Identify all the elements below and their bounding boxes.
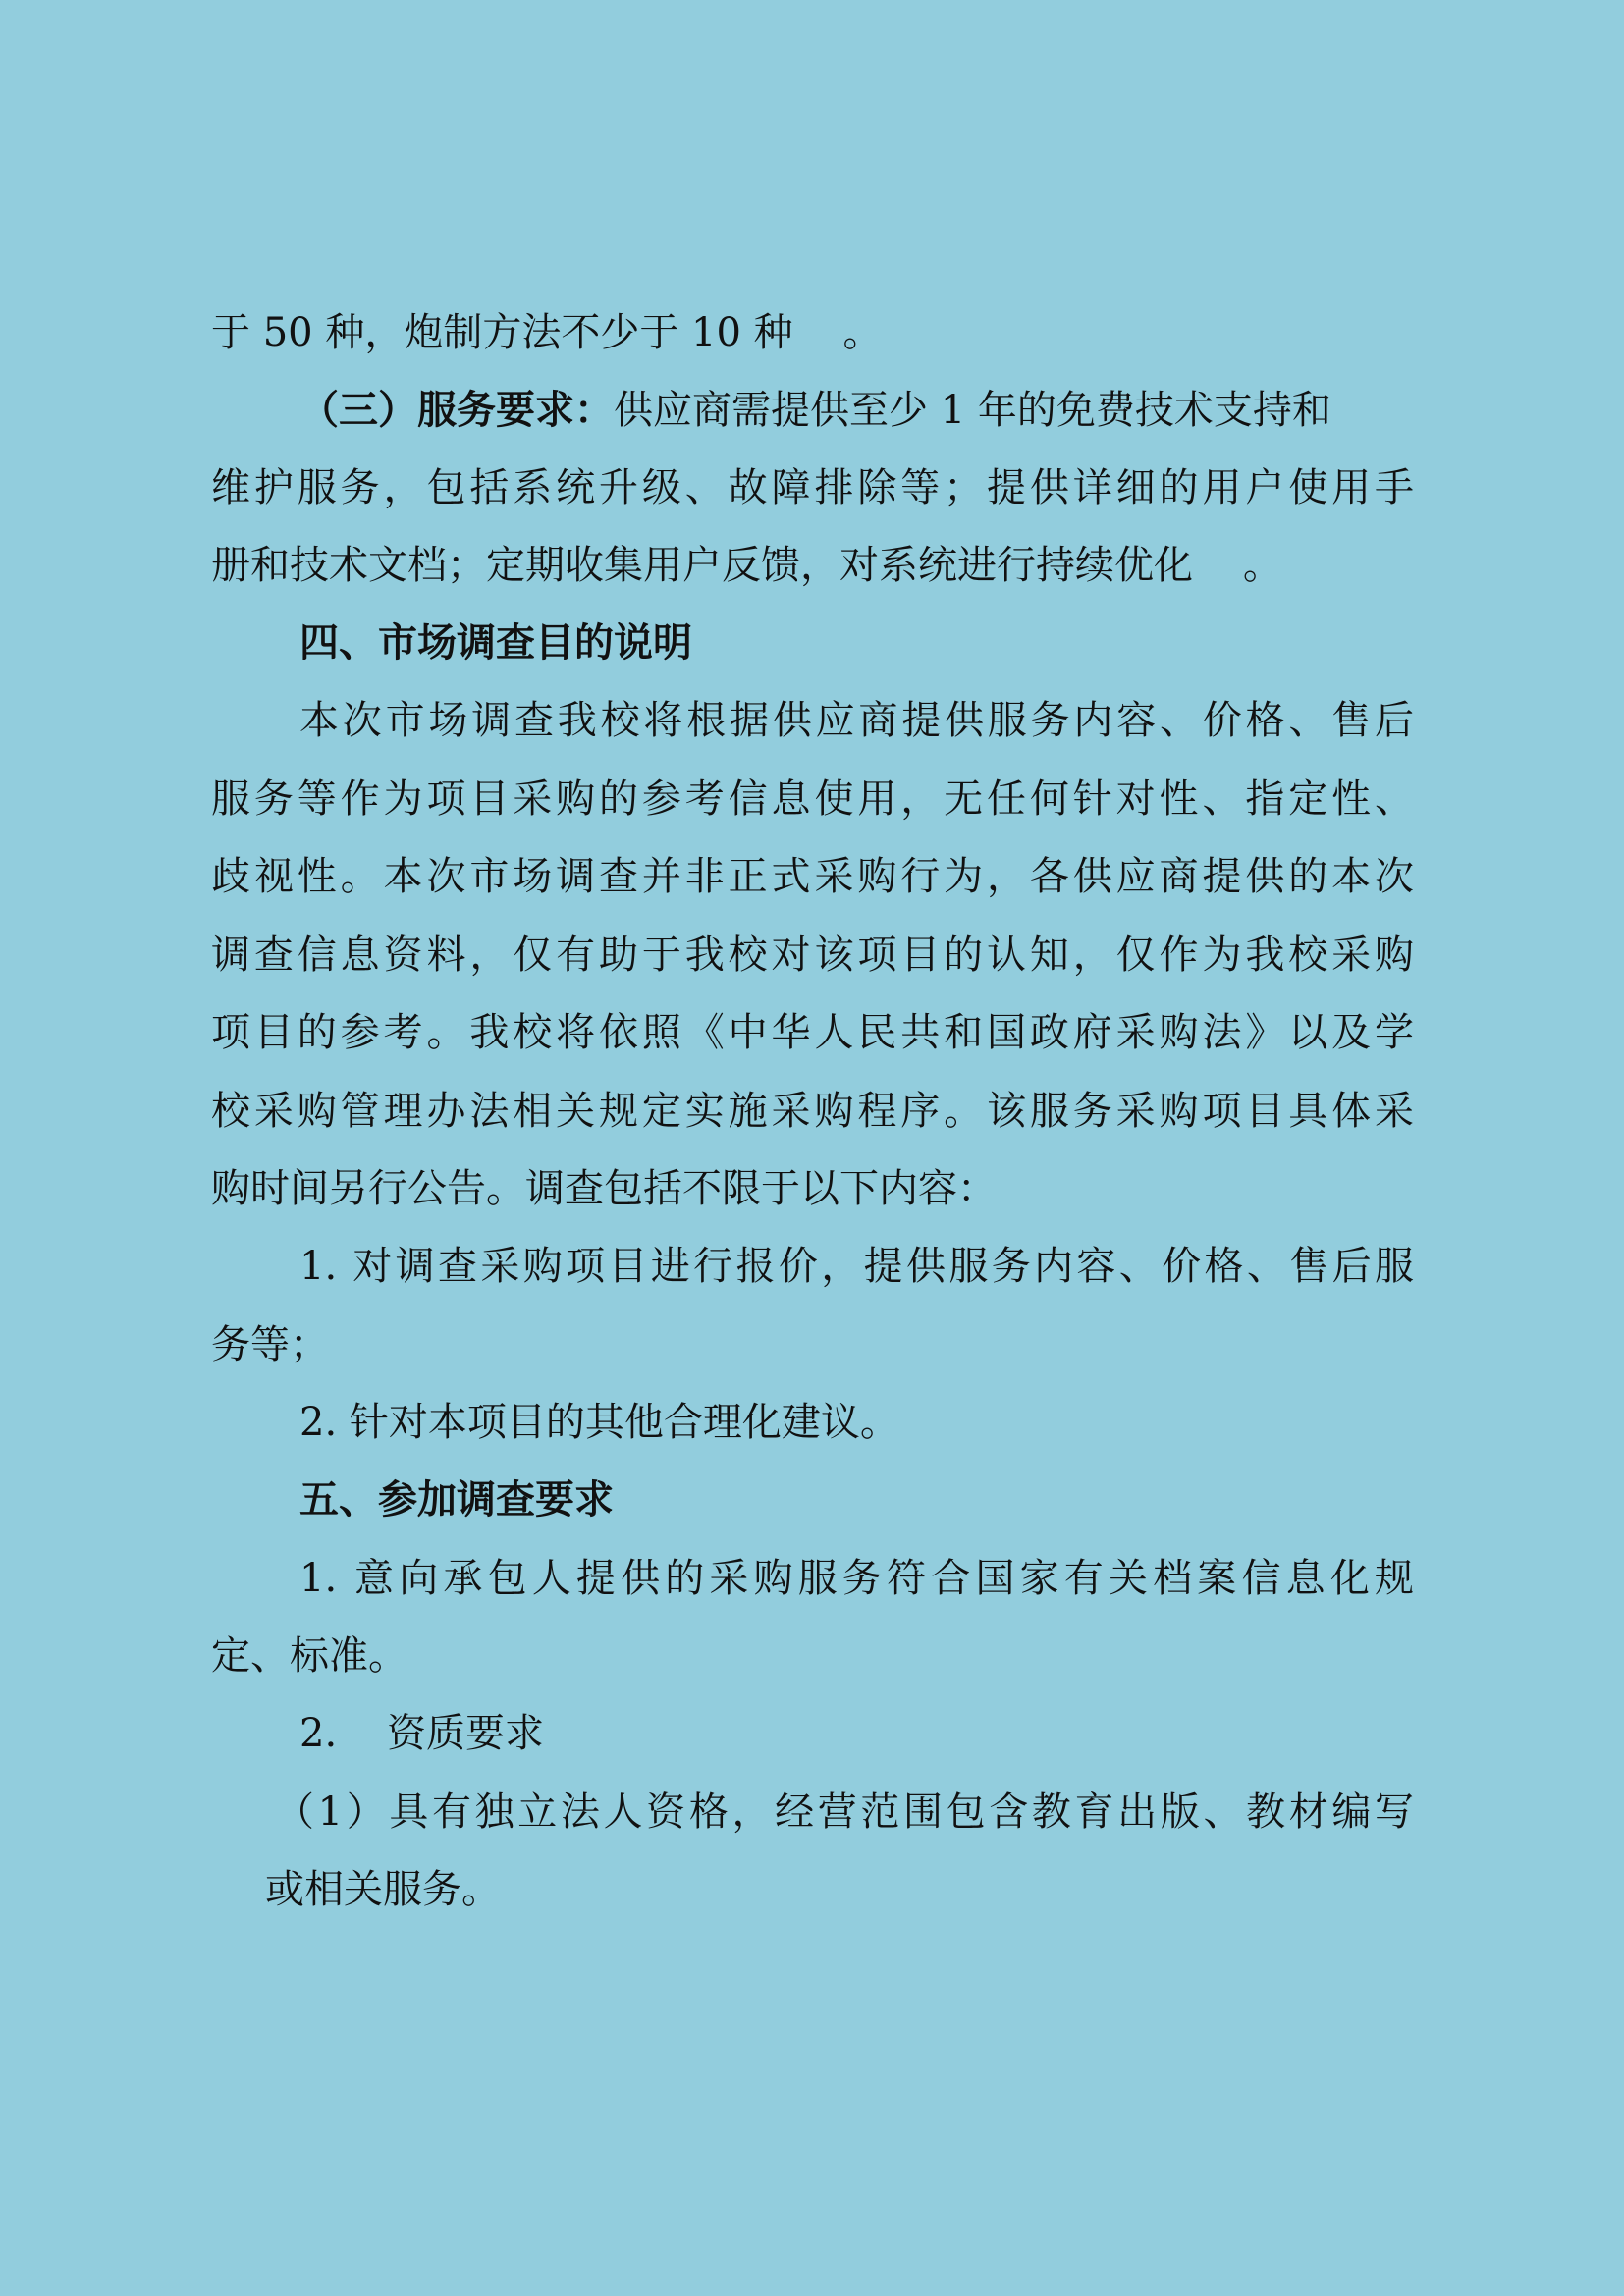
paragraph-line: 购时间另行公告。调查包括不限于以下内容： — [211, 1166, 997, 1211]
paragraph-line: 校采购管理办法相关规定实施采购程序。该服务采购项目具体采 — [211, 1089, 1414, 1134]
section-heading: 五、参加调查要求 — [299, 1477, 614, 1522]
service-requirements-line: 册和技术文档；定期收集用户反馈，对系统进行持续优化 。 — [211, 543, 1282, 588]
sub-list-item-continuation: 或相关服务。 — [265, 1867, 501, 1912]
intro-paragraph-line: 于 50 种，炮制方法不少于 10 种 。 — [211, 310, 883, 355]
service-requirements-line: 维护服务，包括系统升级、故障排除等；提供详细的用户使用手 — [211, 465, 1414, 510]
list-item: 1. 意向承包人提供的采购服务符合国家有关档案信息化规 — [299, 1556, 1414, 1601]
paragraph-line: 项目的参考。我校将依照《中华人民共和国政府采购法》以及学 — [211, 1010, 1414, 1055]
list-item: 2. 资质要求 — [299, 1711, 545, 1756]
paragraph-line: 本次市场调查我校将根据供应商提供服务内容、价格、售后 — [299, 698, 1414, 743]
service-requirements-line — [299, 383, 1414, 438]
sub-list-item: （1）具有独立法人资格，经营范围包含教育出版、教材编写 — [275, 1789, 1414, 1835]
paragraph-line: 调查信息资料，仅有助于我校对该项目的认知，仅作为我校采购 — [211, 933, 1414, 978]
list-item: 2. 针对本项目的其他合理化建议。 — [299, 1400, 899, 1445]
service-requirements-label: （三）服务要求： — [299, 388, 614, 433]
list-item: 1. 对调查采购项目进行报价，提供服务内容、价格、售后服 — [299, 1244, 1414, 1289]
section-heading: 四、市场调查目的说明 — [299, 620, 692, 666]
list-item-continuation: 定、标准。 — [211, 1633, 407, 1679]
paragraph-line: 歧视性。本次市场调查并非正式采购行为，各供应商提供的本次 — [211, 854, 1414, 899]
list-item-continuation: 务等； — [211, 1322, 329, 1367]
paragraph-line: 服务等作为项目采购的参考信息使用，无任何针对性、指定性、 — [211, 776, 1414, 822]
service-requirements-text: 供应商需提供至少 1 年的免费技术支持和 — [614, 388, 1331, 433]
